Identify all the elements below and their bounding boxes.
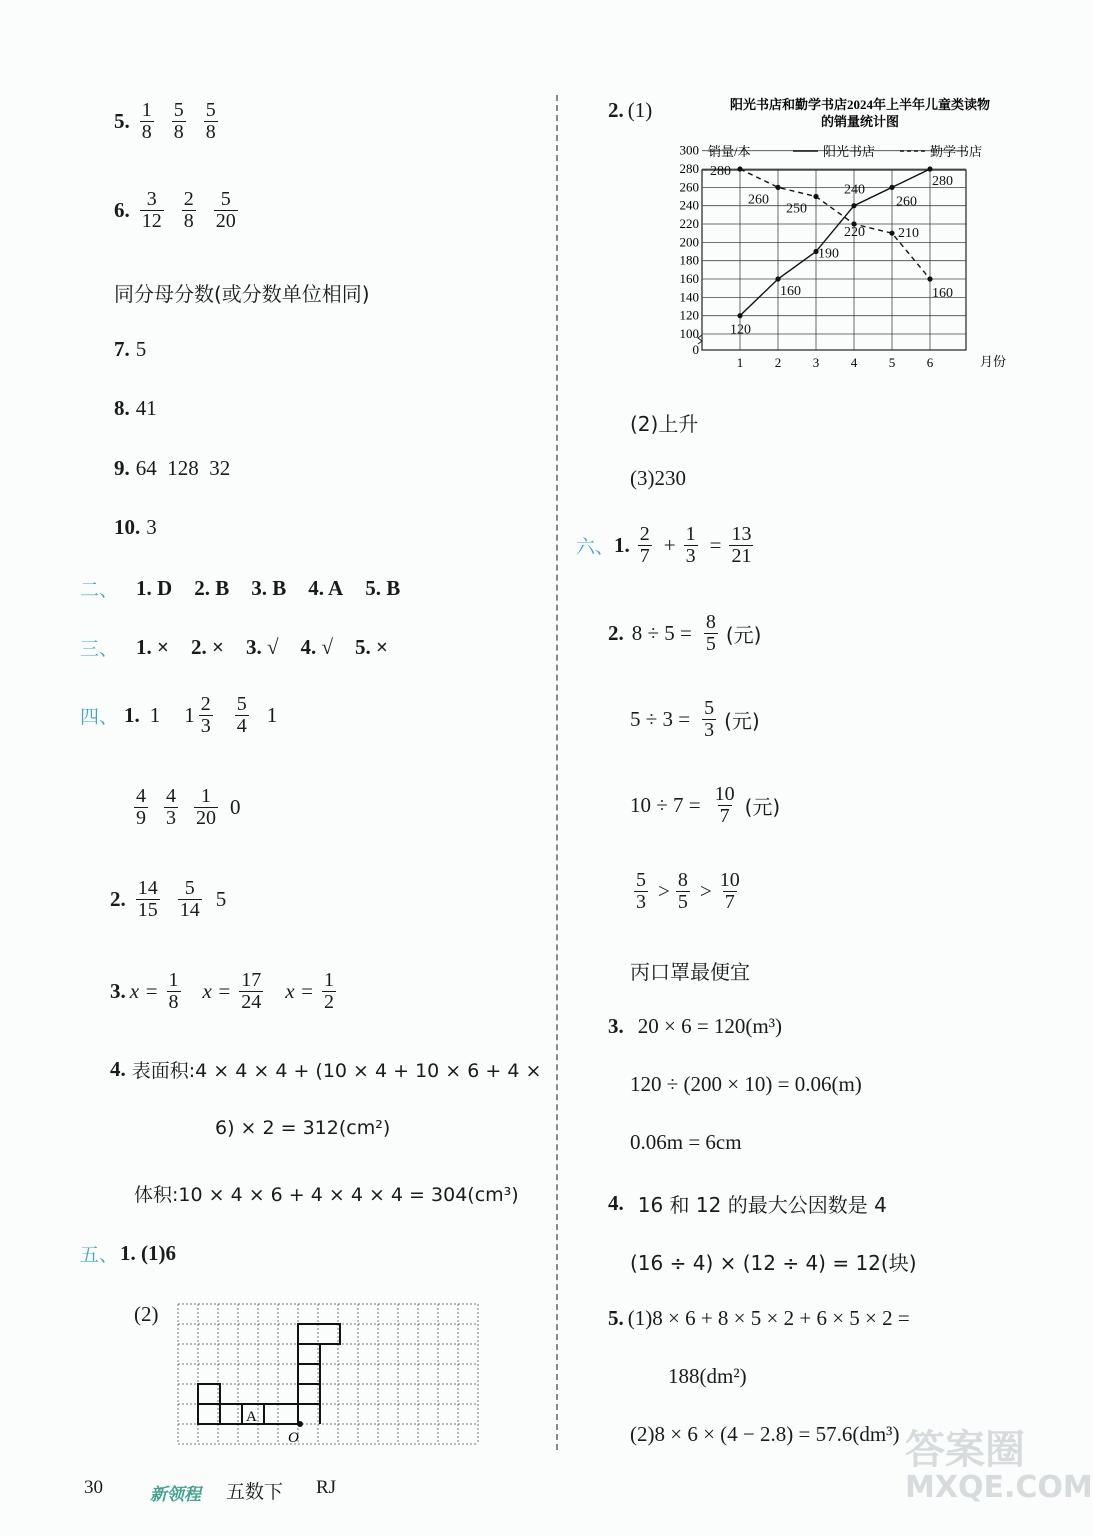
- legend-series-1: 阳光书店: [823, 144, 876, 159]
- left-q6-note: 同分母分数(或分数单位相同): [114, 282, 370, 306]
- y-tick-label: 180: [679, 252, 699, 268]
- legend-series-2: 勤学书店: [930, 144, 983, 159]
- section-5-q1: 五、 1. (1)6: [80, 1241, 177, 1266]
- fraction: $\frac{10}{7}$: [719, 869, 740, 913]
- right-q2-1: 2. (1): [608, 98, 653, 122]
- edition-label: RJ: [316, 1477, 337, 1498]
- fraction: $\frac{5}{3}$: [636, 869, 646, 913]
- fraction: $\frac{8}{5}$: [705, 611, 716, 655]
- data-point: [927, 166, 932, 171]
- section-5-q1-2: (2): [134, 1302, 159, 1326]
- label-a: A: [246, 1409, 257, 1425]
- section-6-q3-line2: 120 ÷ (200 × 10) = 0.06(m): [630, 1072, 862, 1096]
- fraction: $\frac{1}{8}$: [141, 99, 152, 143]
- left-q9: 9. 64 128 32: [114, 456, 231, 480]
- data-point: [737, 166, 742, 171]
- data-label: 240: [844, 182, 865, 198]
- data-label: 210: [898, 226, 919, 242]
- data-label: 260: [896, 194, 917, 210]
- data-point: [927, 276, 932, 281]
- section-6-q5-line3: (2)8 × 6 × (4 − 2.8) = 57.6(dm³): [630, 1422, 900, 1446]
- data-point: [737, 313, 742, 318]
- section-marker: 二、: [80, 579, 119, 601]
- y-axis-label: 销量/本: [708, 144, 751, 159]
- data-point: [851, 203, 856, 208]
- data-label: 250: [786, 201, 807, 217]
- data-label: 280: [710, 164, 731, 180]
- fraction: $\frac{8}{5}$: [677, 869, 688, 913]
- data-point: [775, 185, 780, 190]
- fraction: $\frac{1}{8}$: [168, 969, 179, 1013]
- section-6-q4-line1: 4. 16 和 12 的最大公因数是 4: [608, 1191, 887, 1217]
- section-6-q2-line3: 10 ÷ 7 = $\frac{10}{7}$ (元): [630, 783, 781, 827]
- fraction: $\frac{5}{3}$: [704, 697, 715, 741]
- chart-subtitle: 的销量统计图: [820, 114, 900, 129]
- fraction: $\frac{2}{7}$: [639, 523, 650, 567]
- section-4-q4-line3: 体积:10 × 4 × 6 + 4 × 4 × 4 = 304(cm³): [134, 1184, 519, 1206]
- data-label: 190: [818, 246, 839, 262]
- section-marker: 三、: [80, 638, 119, 660]
- fraction: $\frac{13}{21}$: [731, 523, 752, 567]
- page-number: 30: [84, 1477, 103, 1498]
- x-tick-label: 5: [888, 355, 896, 370]
- origin-point: [297, 1421, 303, 1427]
- left-q7: 7. 5: [114, 337, 147, 361]
- right-q2-3: (3)230: [630, 466, 686, 490]
- y-tick-label: 260: [679, 179, 699, 195]
- section-6-q2-line1: 2. 8 ÷ 5 = $\frac{8}{5}$ (元): [608, 611, 762, 655]
- y-tick-label: 300: [679, 142, 699, 158]
- section-4-q1: 四、 1. 1 1 $\frac{2}{3}$ $\frac{5}{4}$ 1: [80, 693, 278, 737]
- fraction: $\frac{3}{12}$: [141, 188, 162, 232]
- y-tick-label: 140: [679, 289, 699, 305]
- section-marker: 六、: [576, 536, 615, 558]
- x-tick-label: 1: [736, 355, 744, 370]
- fraction: $\frac{2}{3}$: [200, 693, 211, 737]
- y-tick-label: 280: [679, 161, 699, 177]
- fraction: $\frac{14}{15}$: [137, 877, 158, 921]
- data-point: [889, 185, 894, 190]
- fraction: $\frac{1}{20}$: [196, 785, 216, 829]
- chart-title: 阳光书店和勤学书店2024年上半年儿童类读物: [729, 97, 991, 112]
- section-6-q3-line1: 3. 20 × 6 = 120(m³): [608, 1014, 783, 1038]
- data-label: 280: [932, 174, 953, 190]
- fraction: $\frac{5}{20}$: [215, 188, 236, 232]
- fraction: $\frac{5}{4}$: [236, 693, 247, 737]
- brand-logo: 新领程: [150, 1485, 201, 1505]
- fraction: $\frac{10}{7}$: [714, 783, 735, 827]
- section-4-q4-line1: 4. 表面积:4 × 4 × 4 + (10 × 4 + 10 × 6 + 4 ×: [110, 1057, 542, 1082]
- left-q5: 5. $\frac{1}{8}$ $\frac{5}{8}$ $\frac{5}{8}$: [114, 99, 216, 143]
- section-4-q4-line2: 6) × 2 = 312(cm²): [215, 1117, 391, 1139]
- column-divider: [556, 95, 558, 1450]
- data-point: [889, 231, 894, 236]
- y-tick-label: 200: [679, 234, 699, 250]
- fraction: $\frac{4}{9}$: [136, 785, 146, 829]
- fraction: $\frac{5}{14}$: [179, 877, 200, 921]
- y-tick-label: 120: [679, 307, 699, 323]
- y-tick-label: 220: [679, 216, 699, 232]
- fraction: $\frac{5}{8}$: [205, 99, 216, 143]
- data-label: 160: [932, 286, 953, 302]
- fraction: $\frac{2}{8}$: [183, 188, 194, 232]
- section-6-q2-conclusion: 丙口罩最便宜: [630, 960, 750, 984]
- data-point: [775, 276, 780, 281]
- section-6-q5-line2: 188(dm²): [668, 1364, 747, 1388]
- x-tick-label: 6: [926, 355, 934, 370]
- section-6-q1: 六、 1. $\frac{2}{7}$ + $\frac{1}{3}$ = $\frac{13}{21}$: [576, 523, 752, 567]
- left-q6: 6. $\frac{3}{12}$ $\frac{2}{8}$ $\frac{5}{20}$: [114, 188, 236, 232]
- fraction: $\frac{4}{3}$: [166, 785, 176, 829]
- data-point: [813, 194, 818, 199]
- label-o: O: [288, 1430, 299, 1446]
- right-q2-2: (2)上升: [630, 412, 699, 436]
- x-axis-label: 月份: [980, 354, 1007, 369]
- data-label: 160: [780, 284, 801, 300]
- x-tick-label: 2: [774, 355, 782, 370]
- data-label: 120: [730, 322, 751, 338]
- fraction: $\frac{1}{2}$: [324, 969, 334, 1013]
- fraction: $\frac{1}{3}$: [685, 523, 696, 567]
- data-label: 220: [844, 225, 865, 241]
- x-tick-label: 4: [850, 355, 858, 370]
- section-4-q2: 2. $\frac{14}{15}$ $\frac{5}{14}$ 5: [110, 877, 227, 921]
- section-4-q1-row2: $\frac{4}{9}$ $\frac{4}{3}$ $\frac{1}{20}$ 0: [136, 785, 241, 829]
- watermark-logo: 答案圈: [905, 1427, 1025, 1473]
- watermark-site: MXQE.COM: [905, 1470, 1093, 1505]
- left-q10: 10. 3: [114, 515, 157, 539]
- y-tick-label: 240: [679, 197, 699, 213]
- section-3: 三、 1. × 2. × 3. √ 4. √ 5. ×: [80, 635, 388, 660]
- line-chart: [660, 92, 1060, 382]
- grid-figure: [176, 1300, 490, 1446]
- section-6-q5-line1: 5. (1)8 × 6 + 8 × 5 × 2 + 6 × 5 × 2 =: [608, 1306, 910, 1330]
- fraction: $\frac{17}{24}$: [241, 969, 262, 1013]
- y-tick-label: 160: [679, 271, 699, 287]
- section-6-q3-line3: 0.06m = 6cm: [630, 1130, 742, 1154]
- section-6-q2-line2: 5 ÷ 3 = $\frac{5}{3}$ (元): [630, 697, 760, 741]
- y-tick-label: 0: [692, 342, 699, 357]
- section-6-q4-line2: (16 ÷ 4) × (12 ÷ 4) = 12(块): [630, 1251, 917, 1275]
- data-label: 260: [748, 192, 769, 208]
- grade-label: 五数下: [226, 1481, 284, 1503]
- section-marker: 四、: [80, 706, 119, 728]
- section-2: 二、 1. D 2. B 3. B 4. A 5. B: [80, 576, 401, 601]
- x-tick-label: 3: [812, 355, 820, 370]
- fraction: $\frac{5}{8}$: [173, 99, 184, 143]
- section-6-q2-compare: $\frac{5}{3}$ > $\frac{8}{5}$ > $\frac{10}{7}$: [636, 869, 740, 913]
- section-4-q3: 3. x = $\frac{1}{8}$ x = $\frac{17}{24}$ x = $\frac{1}{2}$: [110, 969, 334, 1013]
- y-tick-label: 100: [679, 326, 699, 341]
- left-q8: 8. 41: [114, 396, 157, 420]
- section-marker: 五、: [80, 1244, 119, 1266]
